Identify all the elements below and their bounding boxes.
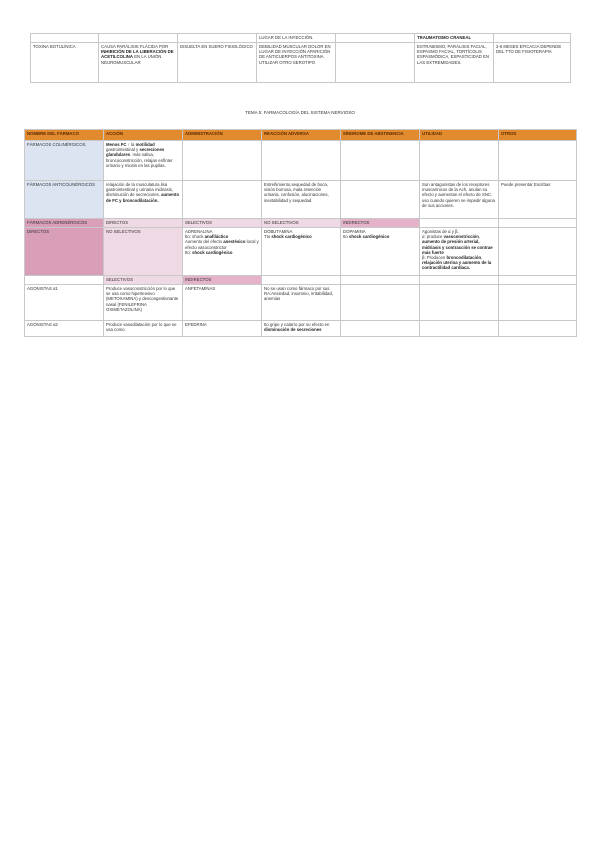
cell bbox=[262, 228, 341, 276]
text: DOPAMINA bbox=[343, 229, 366, 234]
text: ADRENALINA bbox=[185, 229, 213, 234]
cell: Son antagonistas de los receptores muscarínicos de la Ach, anulan su efecto y aumentan el efecto de SNC. uso cuando quieren se impedir alguna de sus acciones. bbox=[420, 181, 499, 219]
table-row bbox=[25, 276, 577, 285]
cell bbox=[25, 276, 104, 285]
cell: Estreñimiento,sequedad de boca, visión borrosa, mala retención urinaria, confusión, alucinaciones, inestabilidad y sequedad bbox=[262, 181, 341, 219]
top-table bbox=[30, 33, 571, 83]
text: CAUSA PARÁLISIS FLÁCIDA POR bbox=[101, 44, 169, 49]
pharma-table bbox=[24, 129, 577, 337]
text: EN LA UNIÓN NEUROMUSCULAR bbox=[101, 54, 162, 65]
cell bbox=[499, 228, 577, 276]
text-bold: INHIBICIÓN DE LA LIBERACIÓN DE ACETILCOLINA bbox=[101, 49, 174, 60]
header-cell: ACCIÓN bbox=[104, 130, 183, 141]
cell bbox=[341, 321, 420, 337]
cell bbox=[499, 321, 577, 337]
text: tto gripe y catarro por su efecto en bbox=[264, 322, 330, 327]
cell bbox=[499, 141, 577, 181]
cell bbox=[99, 34, 178, 43]
table-row bbox=[25, 228, 577, 276]
header-cell: ADMINISTRACIÓN bbox=[183, 130, 262, 141]
drug-name-cell: FÁRMACOS ADRENÉRGICOS bbox=[25, 219, 104, 228]
cell bbox=[262, 276, 341, 285]
table-row bbox=[25, 219, 577, 228]
header-cell: NOMBRE DEL FÁRMACO bbox=[25, 130, 104, 141]
text-bold: anestésico bbox=[223, 239, 246, 245]
text-line bbox=[264, 234, 338, 239]
text-line bbox=[422, 255, 496, 271]
text-bold: vasoconstricción bbox=[443, 234, 479, 240]
cell: LUGAR DE LA INYECCIÓN. bbox=[257, 34, 336, 43]
cell bbox=[104, 181, 183, 219]
header-cell: UTILIDAD bbox=[420, 130, 499, 141]
cell bbox=[183, 181, 262, 219]
text: . más saliva, broncoconstricción, relajan esfínter urinario y miosis en las pupilas. bbox=[106, 152, 173, 168]
drug-name-cell: AGONISTAS α2 bbox=[25, 321, 104, 337]
text-bold: relajación uterina y aumento de la contractilidad cardíaca. bbox=[422, 260, 492, 271]
cell bbox=[183, 228, 262, 276]
header-cell: OTROS bbox=[499, 130, 577, 141]
text: tto bbox=[343, 234, 349, 240]
text-line bbox=[422, 234, 496, 255]
cell: Produce vasoconstricción por lo que se usa como hipertensivo (METOXAMINA) y descongestionante nasal (FENILEFRINA OXIMETAZOLINA) bbox=[104, 285, 183, 321]
text-bold: aumento de presión arterial, midriasis y contracción se contrae más fuerte bbox=[422, 239, 493, 255]
cell bbox=[262, 141, 341, 181]
cell bbox=[183, 141, 262, 181]
cell bbox=[336, 34, 415, 43]
cell: NO SELECTIVOS bbox=[262, 219, 341, 228]
cell bbox=[341, 181, 420, 219]
cell: Produce vasodilatación por lo que se usa como bbox=[104, 321, 183, 337]
cell: ANFETAMINAS bbox=[183, 285, 262, 321]
cell bbox=[415, 34, 494, 43]
cell bbox=[420, 321, 499, 337]
text-line bbox=[185, 239, 259, 249]
cell: DIRECTOS bbox=[104, 219, 183, 228]
cell bbox=[494, 34, 571, 43]
cell: No se usan como fármaco por sus RA:Ansiedad, insomnio, irritabilidad, anemias bbox=[262, 285, 341, 321]
text: Agonistas de α y β. bbox=[422, 229, 459, 234]
text-bold: shock cardiogénico bbox=[348, 234, 390, 240]
cell bbox=[341, 228, 420, 276]
cell: DISUELTA EN SUERO FISIOLÓGICO bbox=[178, 43, 257, 83]
cell bbox=[499, 276, 577, 285]
cell bbox=[420, 276, 499, 285]
cell: ESTRABISMO, PARÁLISIS FACIAL, ESPASMO FACIAL, TORTÍCOLIS ESPASMÓDICA, ESPASTICIDAD EN LAS EXTREMIDADES. bbox=[415, 43, 494, 83]
text: β: Producen bbox=[422, 255, 447, 261]
drug-name-cell: DIRECTOS bbox=[25, 228, 104, 276]
page-caption: TEMA 5: FARMACOLOGÍA DEL SISTEMA NERVIOSO bbox=[245, 110, 355, 115]
table-row bbox=[25, 285, 577, 321]
text-line bbox=[185, 250, 259, 255]
text-bold: Menos FC bbox=[106, 142, 127, 147]
cell bbox=[420, 285, 499, 321]
text-line bbox=[343, 234, 417, 239]
cell bbox=[420, 219, 499, 228]
cell: NO SELECTIVOS bbox=[104, 228, 183, 276]
cell: Puede presentar Escirbas bbox=[499, 181, 577, 219]
cell bbox=[420, 141, 499, 181]
text: , bbox=[481, 255, 483, 261]
text-bold: shock cardiogénico bbox=[192, 249, 233, 255]
cell: INDIRECTOS bbox=[183, 276, 262, 285]
cell bbox=[341, 141, 420, 181]
drug-name-cell: FÁRMACOS COLINÉRGICOS bbox=[25, 141, 104, 181]
text: tto: shock bbox=[185, 234, 205, 240]
text: relajación de la musculatura lisa gastrointestinal y urinaria midriasis, disminución de secreciones. bbox=[106, 182, 174, 198]
text-bold: broncodilatación bbox=[446, 255, 482, 261]
drug-name-cell: FÁRMACOS ANTICOLINÉRGICOS bbox=[25, 181, 104, 219]
text: ↑ la bbox=[126, 142, 136, 147]
cell: 2-6 MESES EFICACIA DEPENDE DEL TTO DE FISIOTERAPIA bbox=[494, 43, 571, 83]
text: , bbox=[478, 234, 481, 240]
cell bbox=[178, 34, 257, 43]
cell bbox=[336, 43, 415, 83]
cell bbox=[99, 43, 178, 83]
cell-bold: TRAUMATISMO CRANEAL bbox=[417, 35, 472, 40]
cell bbox=[420, 228, 499, 276]
text: DOBUTAMINA bbox=[264, 229, 293, 234]
header-cell: SÍNDROME DE ABSTINENCIA bbox=[341, 130, 420, 141]
cell bbox=[31, 34, 99, 43]
cell bbox=[499, 285, 577, 321]
cell: TOXINA BOTULÍNICA bbox=[31, 43, 99, 83]
table-row bbox=[25, 141, 577, 181]
text-bold: disminución de secreciones bbox=[264, 327, 322, 333]
text: gastrointestinal y bbox=[106, 147, 140, 153]
cell bbox=[104, 141, 183, 181]
cell bbox=[341, 285, 420, 321]
cell: SELECTIVOS bbox=[183, 219, 262, 228]
header-row bbox=[25, 130, 577, 141]
text: Aumento del efecto bbox=[185, 239, 224, 245]
cell: INDIRECTOS bbox=[341, 219, 420, 228]
drug-name-cell: AGONISTAS α1 bbox=[25, 285, 104, 321]
text: tto: bbox=[185, 249, 193, 255]
text: α: produce bbox=[422, 234, 444, 240]
table-row bbox=[31, 43, 571, 83]
text-bold: motilidad bbox=[135, 142, 155, 147]
cell: SELECTIVOS bbox=[104, 276, 183, 285]
text-bold: shock cardiogénico bbox=[271, 234, 312, 240]
text-bold: anafiláctico bbox=[204, 234, 229, 240]
cell: DEBILIDAD MUSCULAR DOLOR EN LUGAR DE INYECCIÓN APARICIÓN DE ANTICUERPOS ANTITOXINA UTILIZAR OTRO SEROTIPO bbox=[257, 43, 336, 83]
table-row bbox=[25, 181, 577, 219]
text: Tto bbox=[264, 234, 272, 240]
cell bbox=[262, 321, 341, 337]
cell bbox=[499, 219, 577, 228]
cell bbox=[341, 276, 420, 285]
table-row bbox=[25, 321, 577, 337]
header-cell: REACCIÓN ADVERSA bbox=[262, 130, 341, 141]
text-bold: secreciones glandulares bbox=[106, 147, 165, 158]
text-bold: aumento de FC y broncodilatación. bbox=[106, 192, 180, 203]
text: local y efecto vasoconstrictor bbox=[185, 239, 259, 250]
table-row bbox=[31, 34, 571, 43]
cell: EFEDRINA bbox=[183, 321, 262, 337]
